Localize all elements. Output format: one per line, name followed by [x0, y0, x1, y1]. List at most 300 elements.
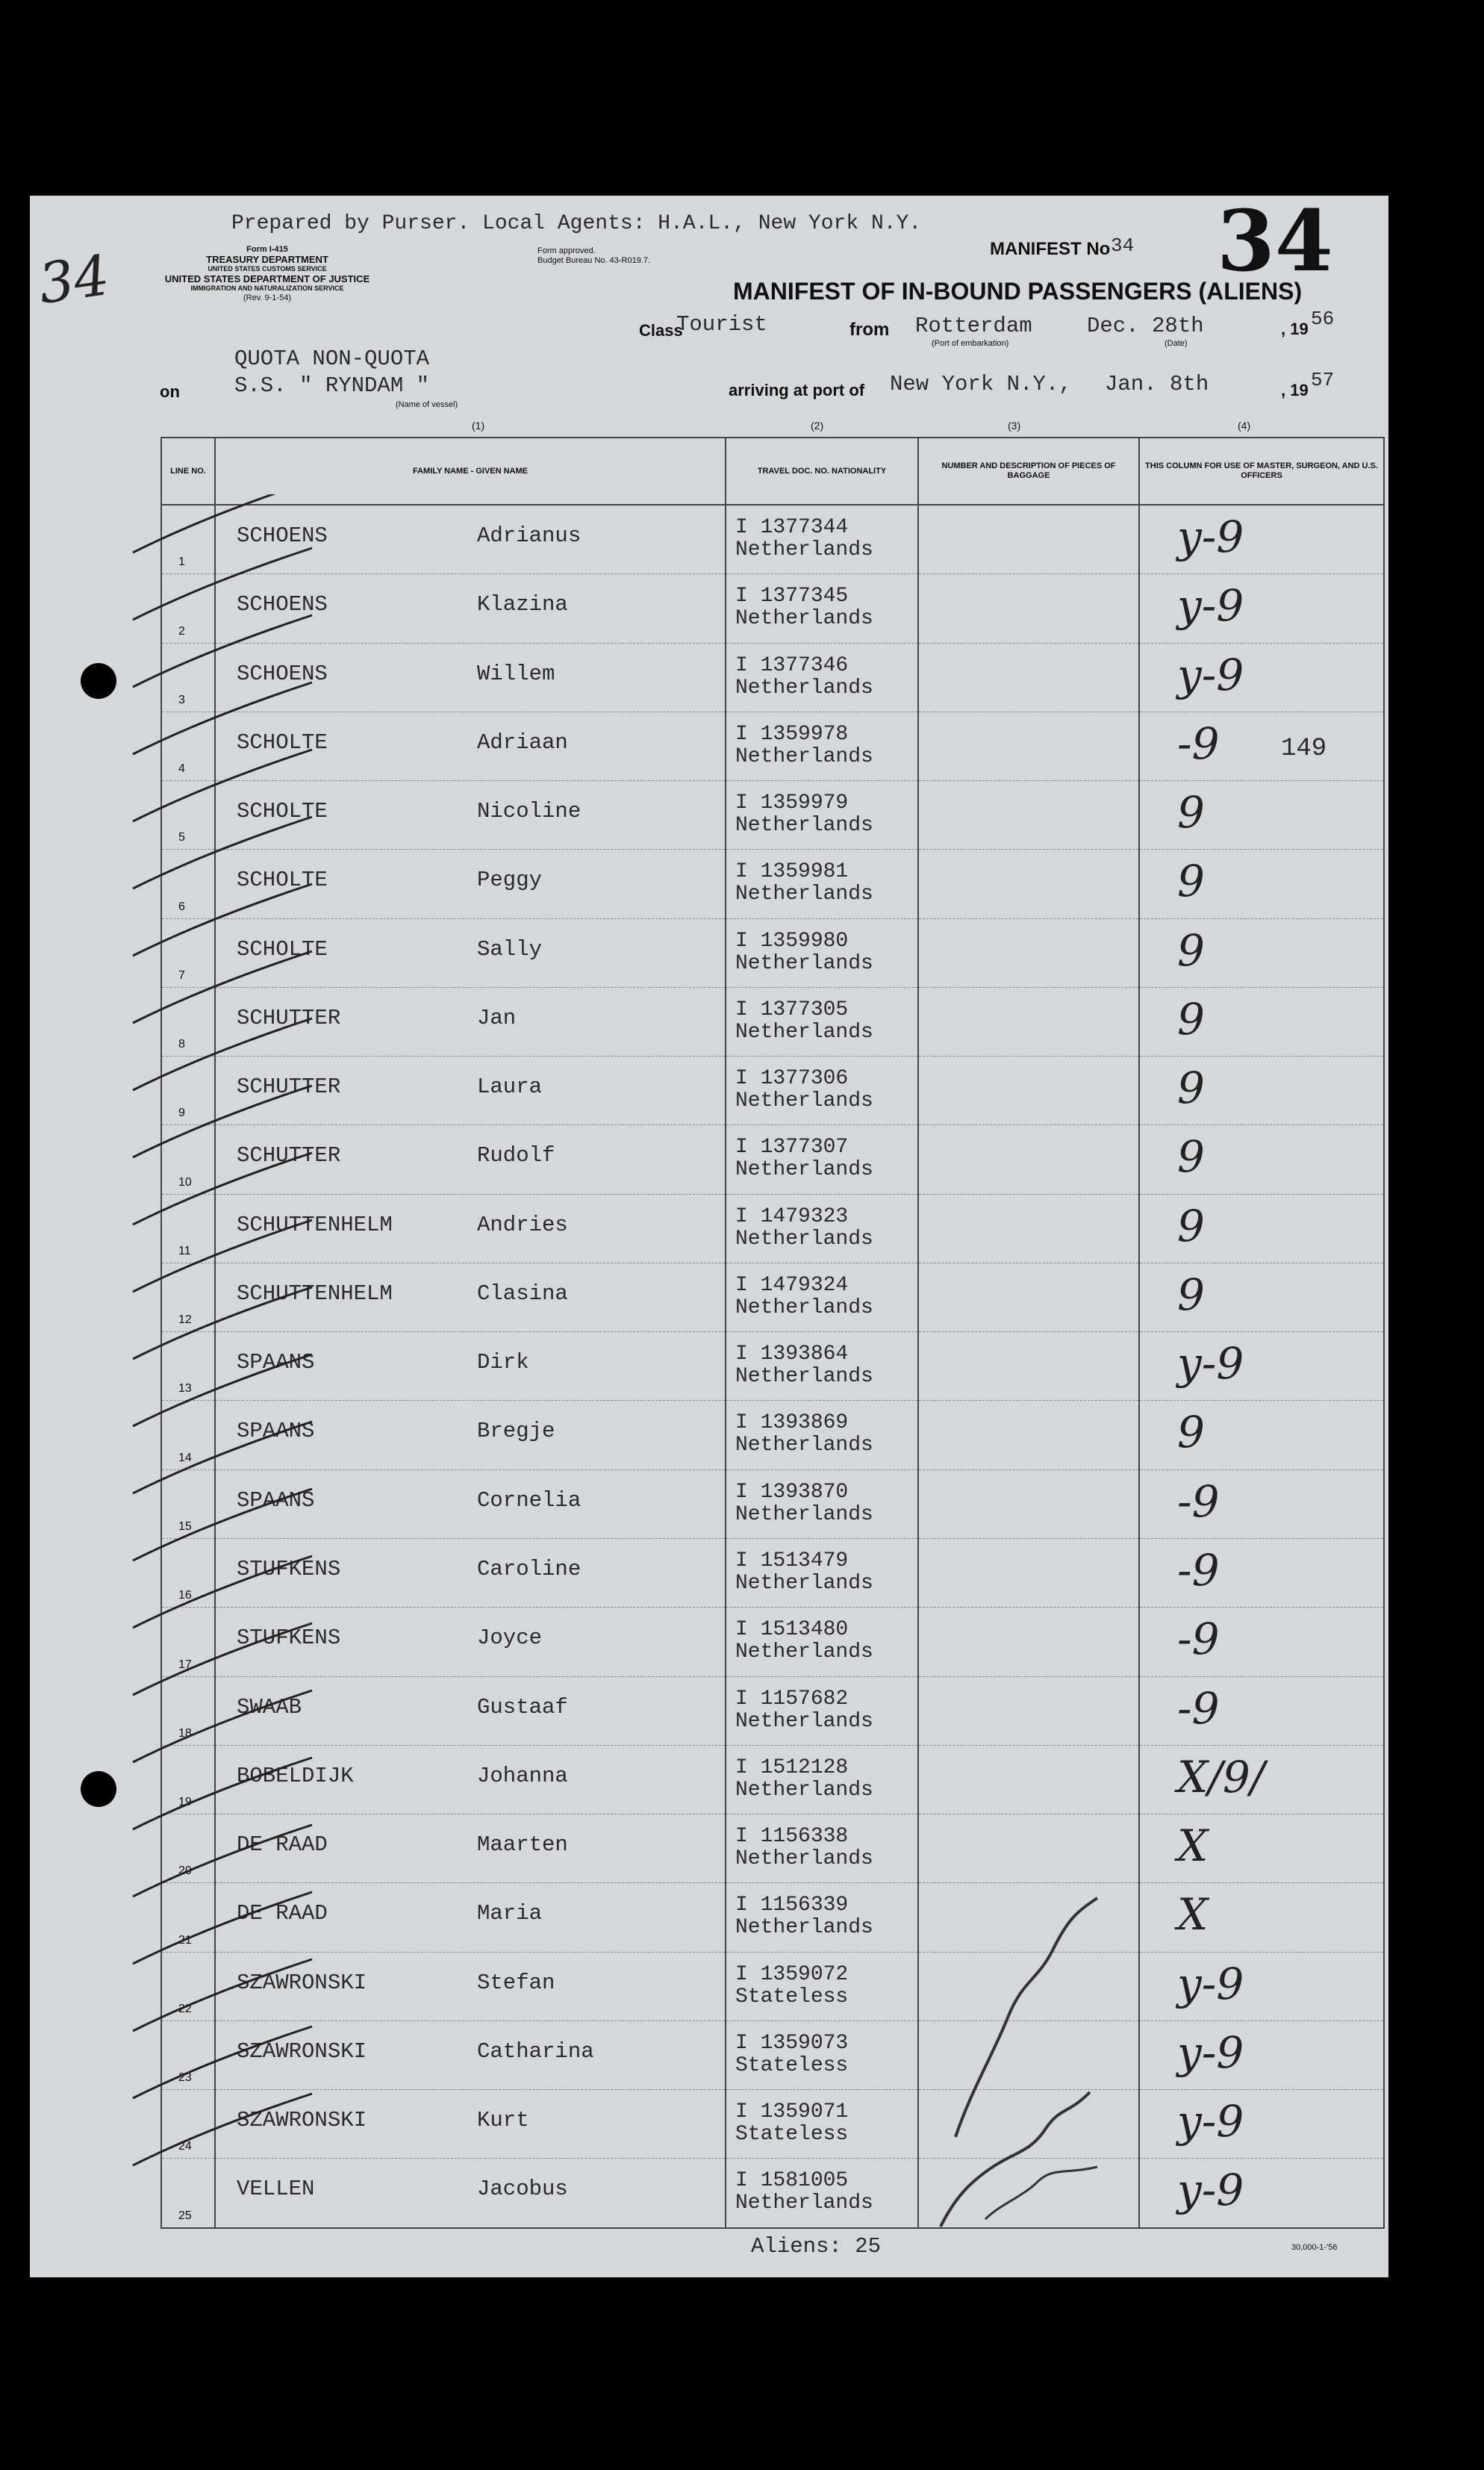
- officer-mark: y-9: [1177, 580, 1244, 632]
- baggage-cell: [918, 1608, 1139, 1676]
- treasury-dept: TREASURY DEPARTMENT: [206, 254, 328, 265]
- form-number: Form I-415: [246, 245, 288, 254]
- officer-cell: [1139, 643, 1384, 712]
- nationality: Netherlands: [735, 1572, 873, 1595]
- nationality: Stateless: [735, 1985, 849, 2009]
- table-row: [161, 2159, 1384, 2228]
- nationality: Netherlands: [735, 744, 873, 768]
- baggage-cell: [918, 1401, 1139, 1469]
- travel-doc-number: I 1393869: [735, 1411, 849, 1435]
- given-name: Jan: [477, 1005, 517, 1030]
- travel-doc-number: I 1359980: [735, 929, 849, 953]
- travel-doc-number: I 1377306: [735, 1067, 849, 1091]
- on-label: on: [160, 382, 180, 401]
- officer-mark: 9: [1177, 856, 1205, 907]
- officer-cell: [1139, 1263, 1384, 1331]
- baggage-cell: [918, 1676, 1139, 1745]
- travel-doc-cell: [726, 2090, 918, 2159]
- quota-status: QUOTA NON-QUOTA: [234, 346, 430, 371]
- form-agency-block: [133, 245, 402, 303]
- given-name: Catharina: [477, 2038, 594, 2064]
- line-cell: [161, 781, 215, 850]
- officer-cell: [1139, 1332, 1384, 1401]
- travel-doc-number: I 1377305: [735, 998, 849, 1021]
- line-number: 20: [178, 1864, 192, 1878]
- travel-doc-number: I 1377346: [735, 653, 849, 677]
- officer-mark: y-9: [1177, 649, 1244, 700]
- port-of-embarkation: Rotterdam: [915, 314, 1032, 338]
- line-number: 11: [178, 1244, 191, 1257]
- line-number: 6: [178, 900, 185, 913]
- family-name: SZAWRONSKI: [237, 1970, 367, 1995]
- name-cell: [215, 1883, 726, 1952]
- line-number: 16: [178, 1589, 192, 1602]
- officer-mark: y-9: [1177, 1958, 1244, 2009]
- nationality: Netherlands: [735, 1089, 873, 1113]
- given-name: Sally: [477, 936, 543, 962]
- name-cell: [215, 2090, 726, 2159]
- port-embark-caption: (Port of embarkation): [932, 339, 1009, 348]
- line-number: 7: [178, 968, 185, 982]
- line-number: 3: [178, 693, 185, 706]
- line-cell: [161, 1401, 215, 1469]
- nationality: Netherlands: [735, 951, 873, 975]
- embarkation-date: Dec. 28th: [1087, 314, 1204, 338]
- col-header-name: FAMILY NAME - GIVEN NAME: [215, 438, 726, 505]
- travel-doc-number: I 1359071: [735, 2100, 849, 2124]
- family-name: SPAANS: [237, 1350, 315, 1375]
- col-header-line-no: LINE NO.: [161, 438, 215, 505]
- officer-cell: [1139, 505, 1384, 574]
- nationality: Netherlands: [735, 1365, 873, 1389]
- table-row: [161, 1263, 1384, 1331]
- table-row: [161, 1057, 1384, 1125]
- nationality: Netherlands: [735, 1709, 873, 1733]
- given-name: Clasina: [477, 1281, 568, 1306]
- officer-mark: -9: [1177, 1682, 1220, 1734]
- officer-cell: [1139, 918, 1384, 987]
- name-cell: [215, 1194, 726, 1263]
- travel-doc-cell: [726, 574, 918, 643]
- col-num-4: (4): [1238, 420, 1251, 432]
- family-name: SCHOENS: [237, 592, 328, 618]
- officer-mark: 9: [1177, 1063, 1205, 1114]
- officer-cell: [1139, 2159, 1384, 2228]
- family-name: BOBELDIJK: [237, 1763, 354, 1788]
- table-body: [161, 505, 1384, 2228]
- family-name: SCHOENS: [237, 523, 328, 548]
- line-number: 12: [178, 1313, 192, 1327]
- baggage-cell: [918, 1057, 1139, 1125]
- col-header-baggage: NUMBER AND DESCRIPTION OF PIECES OF BAGGAGE: [918, 438, 1139, 505]
- officer-mark: 9: [1177, 787, 1205, 839]
- officer-mark: 9: [1177, 1407, 1205, 1458]
- family-name: SCHUTTENHELM: [237, 1281, 393, 1306]
- travel-doc-cell: [726, 1539, 918, 1608]
- baggage-cell: [918, 643, 1139, 712]
- table-row: [161, 2021, 1384, 2089]
- line-number: 9: [178, 1107, 185, 1120]
- table-row: [161, 1469, 1384, 1538]
- name-cell: [215, 2159, 726, 2228]
- line-cell: [161, 1608, 215, 1676]
- name-cell: [215, 850, 726, 918]
- line-cell: [161, 1745, 215, 1814]
- table-row: [161, 1608, 1384, 1676]
- baggage-cell: [918, 850, 1139, 918]
- table-row: [161, 1194, 1384, 1263]
- travel-doc-cell: [726, 1194, 918, 1263]
- baggage-cell: [918, 712, 1139, 780]
- officer-cell: [1139, 1057, 1384, 1125]
- family-name: SWAAB: [237, 1694, 302, 1720]
- col-header-travel-doc: TRAVEL DOC. NO. NATIONALITY: [726, 438, 918, 505]
- table-row: [161, 987, 1384, 1056]
- manifest-sheet: [30, 193, 1388, 2277]
- travel-doc-number: I 1359981: [735, 860, 849, 884]
- line-number: 21: [178, 1933, 192, 1947]
- family-name: SZAWRONSKI: [237, 2108, 367, 2133]
- officer-cell: [1139, 574, 1384, 643]
- travel-doc-cell: [726, 781, 918, 850]
- line-number: 25: [178, 2209, 192, 2222]
- given-name: Bregje: [477, 1419, 555, 1444]
- officer-cell: [1139, 2021, 1384, 2089]
- name-cell: [215, 1952, 726, 2021]
- line-cell: [161, 1883, 215, 1952]
- family-name: SPAANS: [237, 1419, 315, 1444]
- travel-doc-cell: [726, 1125, 918, 1194]
- travel-doc-number: I 1377307: [735, 1136, 849, 1160]
- travel-doc-number: I 1513479: [735, 1549, 849, 1572]
- col-num-3: (3): [1008, 420, 1021, 432]
- officer-mark: 9: [1177, 993, 1205, 1045]
- travel-doc-number: I 1377344: [735, 516, 849, 539]
- nationality: Netherlands: [735, 814, 873, 838]
- line-number: 4: [178, 762, 185, 776]
- nationality: Netherlands: [735, 2191, 873, 2215]
- baggage-cell: [918, 1469, 1139, 1538]
- vessel-name: S.S. " RYNDAM ": [234, 373, 430, 398]
- nationality: Netherlands: [735, 1916, 873, 1940]
- travel-doc-number: I 1156338: [735, 1825, 849, 1849]
- travel-doc-cell: [726, 987, 918, 1056]
- arrival-port: New York N.Y.,: [890, 372, 1072, 396]
- col-num-1: (1): [472, 420, 485, 432]
- class-value: Tourist: [676, 312, 767, 337]
- family-name: SCHUTTER: [237, 1143, 341, 1169]
- officer-cell: [1139, 781, 1384, 850]
- nationality: Netherlands: [735, 1295, 873, 1319]
- given-name: Andries: [477, 1212, 568, 1237]
- given-name: Laura: [477, 1074, 543, 1100]
- given-name: Caroline: [477, 1557, 582, 1581]
- given-name: Klazina: [477, 592, 568, 618]
- line-cell: [161, 1539, 215, 1608]
- officer-mark: X: [1177, 1820, 1209, 1872]
- officer-cell: [1139, 987, 1384, 1056]
- manifest-title: MANIFEST OF IN-BOUND PASSENGERS (ALIENS): [733, 278, 1303, 305]
- baggage-cell: [918, 918, 1139, 987]
- table-row: [161, 1745, 1384, 1814]
- travel-doc-number: I 1393870: [735, 1480, 849, 1504]
- family-name: SCHOLTE: [237, 868, 328, 893]
- nationality: Netherlands: [735, 607, 873, 631]
- name-cell: [215, 918, 726, 987]
- baggage-cell: [918, 1125, 1139, 1194]
- baggage-cell: [918, 1745, 1139, 1814]
- family-name: SCHOENS: [237, 661, 328, 686]
- travel-doc-cell: [726, 1952, 918, 2021]
- given-name: Nicoline: [477, 799, 582, 824]
- line-cell: [161, 505, 215, 574]
- officer-mark: 9: [1177, 1200, 1205, 1251]
- manifest-no-label: MANIFEST No: [990, 239, 1111, 259]
- line-cell: [161, 2090, 215, 2159]
- given-name: Stefan: [477, 1970, 555, 1995]
- officer-cell: [1139, 1469, 1384, 1538]
- line-cell: [161, 850, 215, 918]
- nationality: Netherlands: [735, 1640, 873, 1664]
- family-name: DE RAAD: [237, 1901, 328, 1926]
- travel-doc-number: I 1513480: [735, 1618, 849, 1642]
- baggage-cell: [918, 574, 1139, 643]
- family-name: SZAWRONSKI: [237, 2038, 367, 2064]
- baggage-cell: [918, 987, 1139, 1056]
- name-cell: [215, 1469, 726, 1538]
- table-row: [161, 574, 1384, 643]
- given-name: Dirk: [477, 1350, 529, 1375]
- given-name: Gustaaf: [477, 1694, 568, 1720]
- given-name: Cornelia: [477, 1487, 582, 1513]
- table-row: [161, 850, 1384, 918]
- officer-cell: [1139, 1401, 1384, 1469]
- travel-doc-number: I 1359073: [735, 2031, 849, 2055]
- travel-doc-cell: [726, 1883, 918, 1952]
- family-name: SCHUTTER: [237, 1005, 341, 1030]
- form-approval: [537, 246, 650, 266]
- family-name: STUFKENS: [237, 1557, 341, 1581]
- travel-doc-cell: [726, 2021, 918, 2089]
- table-row: [161, 1676, 1384, 1745]
- family-name: SCHOLTE: [237, 730, 328, 755]
- nationality: Netherlands: [735, 1434, 873, 1458]
- handwritten-annotation-scrawl: [926, 1868, 1135, 2242]
- table-row: [161, 505, 1384, 574]
- line-cell: [161, 1057, 215, 1125]
- passenger-table: [160, 437, 1385, 2229]
- officer-mark: y-9: [1177, 2165, 1244, 2216]
- name-cell: [215, 1676, 726, 1745]
- given-name: Maria: [477, 1901, 543, 1926]
- officer-mark: y-9: [1177, 511, 1244, 562]
- name-cell: [215, 1401, 726, 1469]
- travel-doc-number: I 1393864: [735, 1343, 849, 1366]
- table-row: [161, 2090, 1384, 2159]
- line-cell: [161, 1125, 215, 1194]
- given-name: Adriaan: [477, 730, 568, 755]
- travel-doc-cell: [726, 1332, 918, 1401]
- given-name: Peggy: [477, 868, 543, 893]
- class-label: Class: [639, 321, 683, 340]
- name-cell: [215, 1125, 726, 1194]
- travel-doc-cell: [726, 505, 918, 574]
- travel-doc-cell: [726, 1676, 918, 1745]
- line-cell: [161, 2159, 215, 2228]
- given-name: Adrianus: [477, 523, 582, 548]
- travel-doc-cell: [726, 1814, 918, 1883]
- line-number: 19: [178, 1796, 192, 1809]
- nationality: Netherlands: [735, 1227, 873, 1251]
- officer-cell: [1139, 712, 1384, 780]
- table-row: [161, 643, 1384, 712]
- given-name: Jacobus: [477, 2177, 568, 2202]
- travel-doc-number: I 1359072: [735, 1962, 849, 1986]
- travel-doc-number: I 1479324: [735, 1273, 849, 1297]
- travel-doc-cell: [726, 1608, 918, 1676]
- officer-mark: -9: [1177, 1545, 1220, 1596]
- nationality: Netherlands: [735, 883, 873, 906]
- table-row: [161, 1539, 1384, 1608]
- name-cell: [215, 781, 726, 850]
- travel-doc-number: I 1377345: [735, 585, 849, 609]
- embark-year-prefix: , 19: [1281, 320, 1309, 338]
- line-number: 17: [178, 1658, 192, 1671]
- form-approved: Form approved.: [537, 246, 596, 255]
- nationality: Netherlands: [735, 1778, 873, 1802]
- date-caption: (Date): [1165, 339, 1188, 348]
- form-code: 30,000-1-'56: [1291, 2243, 1338, 2252]
- baggage-cell: [918, 781, 1139, 850]
- officer-mark: -9: [1177, 1614, 1220, 1665]
- line-cell: [161, 918, 215, 987]
- table-row: [161, 781, 1384, 850]
- family-name: SPAANS: [237, 1487, 315, 1513]
- manifest-no-value: 34: [1111, 234, 1135, 257]
- officer-mark: y-9: [1177, 1338, 1244, 1390]
- officer-mark: y-9: [1177, 2096, 1244, 2147]
- big-manifest-number: 34: [1217, 193, 1333, 290]
- officer-mark: X: [1177, 1889, 1209, 1941]
- name-cell: [215, 712, 726, 780]
- given-name: Joyce: [477, 1626, 543, 1651]
- nationality: Netherlands: [735, 1020, 873, 1044]
- officer-cell: [1139, 1952, 1384, 2021]
- justice-dept: UNITED STATES DEPARTMENT OF JUSTICE: [164, 273, 370, 284]
- corner-handwritten-number: 34: [34, 243, 113, 317]
- travel-doc-cell: [726, 712, 918, 780]
- line-cell: [161, 1332, 215, 1401]
- line-number: 23: [178, 2071, 192, 2085]
- name-cell: [215, 1332, 726, 1401]
- name-cell: [215, 1608, 726, 1676]
- line-cell: [161, 712, 215, 780]
- given-name: Willem: [477, 661, 555, 686]
- family-name: SCHOLTE: [237, 799, 328, 824]
- travel-doc-number: I 1359978: [735, 722, 849, 746]
- name-cell: [215, 1814, 726, 1883]
- budget-bureau: Budget Bureau No. 43-R019.7.: [537, 256, 651, 265]
- given-name: Kurt: [477, 2108, 529, 2133]
- name-cell: [215, 574, 726, 643]
- officer-cell: [1139, 1608, 1384, 1676]
- name-cell: [215, 505, 726, 574]
- travel-doc-cell: [726, 1745, 918, 1814]
- line-number: 5: [178, 831, 185, 844]
- baggage-cell: [918, 1332, 1139, 1401]
- name-cell: [215, 1539, 726, 1608]
- arrival-date: Jan. 8th: [1105, 372, 1209, 396]
- arrival-year: 57: [1311, 369, 1335, 391]
- nationality: Stateless: [735, 2053, 849, 2077]
- ins-service: IMMIGRATION AND NATURALIZATION SERVICE: [190, 284, 344, 292]
- line-number: 18: [178, 1726, 192, 1740]
- officer-cell: [1139, 2090, 1384, 2159]
- given-name: Maarten: [477, 1832, 568, 1858]
- line-number: 24: [178, 2140, 192, 2153]
- line-cell: [161, 987, 215, 1056]
- baggage-cell: [918, 1263, 1139, 1331]
- family-name: SCHUTTER: [237, 1074, 341, 1100]
- officer-mark: 9: [1177, 1131, 1205, 1183]
- travel-doc-cell: [726, 1263, 918, 1331]
- officer-mark: 9: [1177, 1269, 1205, 1320]
- name-cell: [215, 1263, 726, 1331]
- line-number: 8: [178, 1038, 185, 1051]
- line-number: 2: [178, 624, 185, 638]
- table-row: [161, 1814, 1384, 1883]
- travel-doc-cell: [726, 918, 918, 987]
- line-cell: [161, 1263, 215, 1331]
- punch-hole-top: [81, 663, 116, 699]
- from-label: from: [849, 320, 890, 340]
- line-cell: [161, 1676, 215, 1745]
- officer-cell: [1139, 1814, 1384, 1883]
- embark-year: 56: [1311, 308, 1335, 330]
- officer-cell: [1139, 1194, 1384, 1263]
- prepared-by-line: Prepared by Purser. Local Agents: H.A.L., New York N.Y.: [231, 212, 922, 235]
- travel-doc-number: I 1512128: [735, 1755, 849, 1779]
- table-row: [161, 918, 1384, 987]
- travel-doc-number: I 1157682: [735, 1687, 849, 1711]
- travel-doc-number: I 1359979: [735, 791, 849, 815]
- line-cell: [161, 574, 215, 643]
- given-name: Rudolf: [477, 1143, 555, 1169]
- officer-cell: [1139, 1539, 1384, 1608]
- nationality: Stateless: [735, 2123, 849, 2147]
- given-name: Johanna: [477, 1763, 568, 1788]
- officer-cell: [1139, 1745, 1384, 1814]
- officer-cell: [1139, 1125, 1384, 1194]
- name-cell: [215, 987, 726, 1056]
- aliens-total: Aliens: 25: [751, 2234, 882, 2259]
- name-cell: [215, 1745, 726, 1814]
- travel-doc-cell: [726, 850, 918, 918]
- line-cell: [161, 1194, 215, 1263]
- line-number: 1: [178, 556, 185, 569]
- travel-doc-number: I 1479323: [735, 1204, 849, 1228]
- nationality: Netherlands: [735, 1158, 873, 1182]
- col-header-officers: THIS COLUMN FOR USE OF MASTER, SURGEON, AND U.S. OFFICERS: [1139, 438, 1384, 505]
- customs-service: UNITED STATES CUSTOMS SERVICE: [208, 265, 327, 273]
- family-name: DE RAAD: [237, 1832, 328, 1858]
- table-row: [161, 1883, 1384, 1952]
- table-row: [161, 712, 1384, 780]
- side-number: 149: [1281, 735, 1327, 763]
- arrival-year-prefix: , 19: [1281, 381, 1309, 399]
- line-number: 10: [178, 1175, 192, 1189]
- line-number: 15: [178, 1520, 192, 1533]
